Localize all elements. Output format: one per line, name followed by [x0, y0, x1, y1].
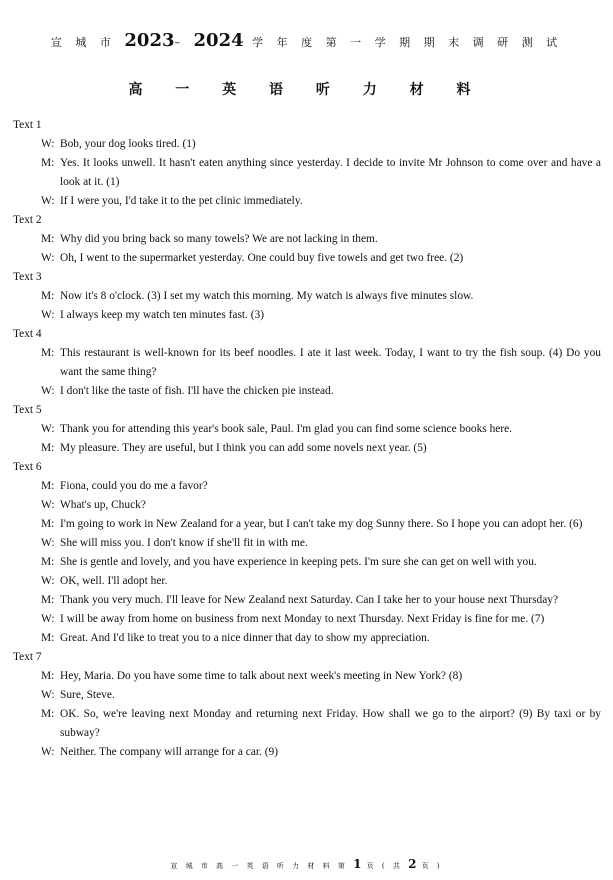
dialogue-line — [13, 439, 601, 458]
dialogue-line — [13, 686, 601, 705]
utterance-text: My pleasure. They are useful, but I think you can add some novels next year. (5) — [60, 442, 427, 454]
footer-page-number: 1 — [353, 857, 362, 871]
header-term: 学 年 度 第 一 学 期 期 末 调 研 测 试 — [252, 36, 563, 49]
speaker-label: M: — [41, 157, 55, 169]
text-section — [13, 401, 601, 458]
utterance-text: This restaurant is well-known for its beef noodles. I ate it last week. Today, I want to try the fish soup. (4) Do you want the same thing? — [60, 347, 601, 378]
dialogue-line — [13, 496, 601, 515]
dialogue-line — [13, 534, 601, 553]
dialogue-line — [13, 249, 601, 268]
dialogue-line — [13, 572, 601, 591]
utterance-text: Oh, I went to the supermarket yesterday. One could buy five towels and get two free. (2) — [60, 252, 464, 264]
utterance-text: Why did you bring back so many towels? We are not lacking in them. — [60, 233, 378, 245]
footer-mid: 页 ( 共 — [366, 862, 403, 870]
utterance-text: Hey, Maria. Do you have some time to talk about next week's meeting in New York? (8) — [60, 670, 463, 682]
dialogue-line — [13, 477, 601, 496]
speaker-label: M: — [41, 708, 55, 720]
utterance-text: Fiona, could you do me a favor? — [60, 480, 208, 492]
speaker-label: M: — [41, 632, 55, 644]
text-section-label: Text 3 — [13, 271, 42, 283]
dialogue-line — [13, 667, 601, 686]
utterance-text: I always keep my watch ten minutes fast. (3) — [60, 309, 265, 321]
dialogue-line — [13, 154, 601, 192]
utterance-text: Yes. It looks unwell. It hasn't eaten anything since yesterday. I decide to invite Mr Johnson to come over and have a look at it. (1) — [60, 157, 601, 188]
speaker-label: M: — [41, 233, 55, 245]
speaker-label: W: — [41, 138, 55, 150]
speaker-label: W: — [41, 423, 55, 435]
text-section-label: Text 2 — [13, 214, 42, 226]
utterance-text: Now it's 8 o'clock. (3) I set my watch this morning. My watch is always five minutes slow. — [60, 290, 474, 302]
dialogue-line — [13, 743, 601, 762]
utterance-text: If I were you, I'd take it to the pet clinic immediately. — [60, 195, 303, 207]
utterance-text: OK, well. I'll adopt her. — [60, 575, 168, 587]
speaker-label: M: — [41, 556, 55, 568]
dialogue-line — [13, 306, 601, 325]
text-section — [13, 458, 601, 648]
utterance-text: Sure, Steve. — [60, 689, 115, 701]
text-section — [13, 648, 601, 762]
utterance-text: I will be away from home on business from next Monday to next Thursday. Next Friday is fine for me. (7) — [60, 613, 545, 625]
text-section-label: Text 1 — [13, 119, 42, 131]
speaker-label: M: — [41, 518, 55, 530]
speaker-label: W: — [41, 575, 55, 587]
speaker-label: W: — [41, 499, 55, 511]
dialogue-line — [13, 192, 601, 211]
exam-header — [0, 30, 613, 51]
utterance-text: OK. So, we're leaving next Monday and returning next Friday. How shall we go to the airport? (9) By taxi or by subway? — [60, 708, 601, 739]
utterance-text: Great. And I'd like to treat you to a nice dinner that day to show my appreciation. — [60, 632, 430, 644]
dialogue-line — [13, 591, 601, 610]
speaker-label: W: — [41, 252, 55, 264]
footer-total-pages: 2 — [408, 857, 417, 871]
text-section — [13, 211, 601, 268]
utterance-text: Thank you very much. I'll leave for New Zealand next Saturday. Can I take her to your house next Thursday? — [60, 594, 559, 606]
speaker-label: W: — [41, 195, 55, 207]
dialogue-line — [13, 629, 601, 648]
speaker-label: W: — [41, 689, 55, 701]
dialogue-line — [13, 610, 601, 629]
utterance-text: What's up, Chuck? — [60, 499, 146, 511]
dialogue-line — [13, 420, 601, 439]
text-section-label: Text 5 — [13, 404, 42, 416]
dialogue-line — [13, 135, 601, 154]
footer-prefix: 宣 城 市 高 一 英 语 听 力 材 料 第 — [170, 862, 348, 870]
speaker-label: W: — [41, 385, 55, 397]
utterance-text: She is gentle and lovely, and you have experience in keeping pets. I'm sure she can get on well with you. — [60, 556, 537, 568]
text-section-label: Text 6 — [13, 461, 42, 473]
dialogue-line — [13, 382, 601, 401]
speaker-label: W: — [41, 613, 55, 625]
text-section — [13, 268, 601, 325]
utterance-text: I'm going to work in New Zealand for a year, but I can't take my dog Sunny there. So I hope you can adopt her. (6) — [60, 518, 583, 530]
speaker-label: W: — [41, 537, 55, 549]
dialogue-line — [13, 553, 601, 572]
speaker-label: W: — [41, 746, 55, 758]
header-year-end: 2024 — [193, 30, 244, 51]
text-section — [13, 325, 601, 401]
utterance-text: Neither. The company will arrange for a car. (9) — [60, 746, 279, 758]
transcript-body — [13, 116, 601, 762]
dialogue-line — [13, 705, 601, 743]
header-city: 宣 城 市 — [50, 36, 116, 49]
dialogue-line — [13, 344, 601, 382]
utterance-text: She will miss you. I don't know if she'll fit in with me. — [60, 537, 308, 549]
speaker-label: M: — [41, 670, 55, 682]
text-section-label: Text 4 — [13, 328, 42, 340]
dialogue-line — [13, 230, 601, 249]
utterance-text: Thank you for attending this year's book sale, Paul. I'm glad you can find some science books here. — [60, 423, 513, 435]
speaker-label: M: — [41, 480, 55, 492]
speaker-label: M: — [41, 347, 55, 359]
dialogue-line — [13, 287, 601, 306]
utterance-text: Bob, your dog looks tired. (1) — [60, 138, 196, 150]
utterance-text: I don't like the taste of fish. I'll have the chicken pie instead. — [60, 385, 334, 397]
text-section — [13, 116, 601, 211]
page-footer — [0, 857, 613, 871]
speaker-label: M: — [41, 290, 55, 302]
header-year-start: 2023 — [124, 30, 175, 51]
footer-suffix: 页 ) — [421, 862, 443, 870]
page-title: 高 一 英 语 听 力 材 料 — [128, 82, 485, 98]
speaker-label: W: — [41, 309, 55, 321]
text-section-label: Text 7 — [13, 651, 42, 663]
speaker-label: M: — [41, 442, 55, 454]
speaker-label: M: — [41, 594, 55, 606]
dialogue-line — [13, 515, 601, 534]
header-dash: – — [174, 36, 186, 49]
